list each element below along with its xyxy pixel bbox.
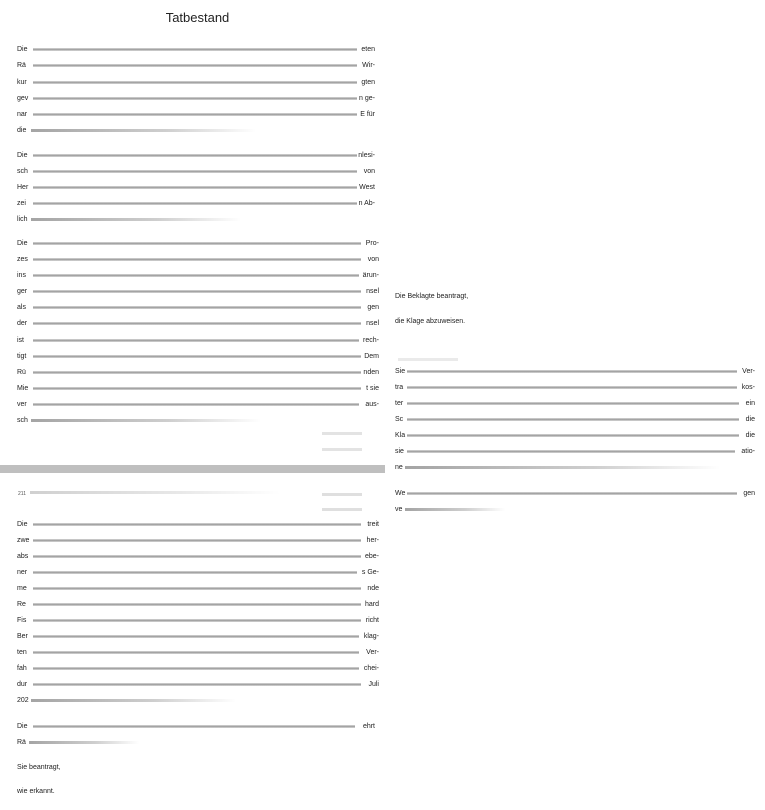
text-line: Sc die: [395, 416, 755, 423]
text-line: abs ebe-: [17, 553, 379, 560]
scan-mark: [322, 448, 362, 451]
text-line: Die treit: [17, 521, 379, 528]
text-line: der nsel: [17, 320, 379, 327]
text-line: 202: [17, 695, 379, 706]
text-line: Die eten: [17, 46, 375, 53]
text-line: lich: [17, 214, 375, 225]
text-line: me nde: [17, 585, 379, 592]
page-number: 211: [18, 491, 26, 497]
text-line: ter ein: [395, 400, 755, 407]
text-line: sch: [17, 415, 379, 426]
motion-text: die Klage abzuweisen.: [395, 318, 466, 325]
document-title: Tatbestand: [165, 10, 230, 25]
text-line: als gen: [17, 304, 379, 311]
text-line: tigt Dem: [17, 353, 379, 360]
text-line: ne: [395, 462, 755, 473]
text-line: ist rech-: [17, 337, 379, 344]
text-line: Ber klag-: [17, 633, 379, 640]
motion-text: Sie beantragt,: [17, 764, 61, 771]
text-line: nar E für: [17, 111, 375, 118]
text-line: Kla die: [395, 432, 755, 439]
text-line: ins ärun-: [17, 272, 379, 279]
scan-mark: [322, 432, 362, 435]
text-line: zes von: [17, 256, 379, 263]
page-separator: [0, 465, 385, 473]
text-line: Rä: [17, 737, 375, 748]
scan-mark: [398, 358, 458, 361]
text-line: Her West: [17, 184, 375, 191]
text-line: die: [17, 125, 375, 136]
text-line: Rä Wir-: [17, 62, 375, 69]
text-line: Mie t sie: [17, 385, 379, 392]
text-line: kur gten: [17, 79, 375, 86]
text-line: Die ehrt: [17, 723, 375, 730]
text-line: Re hard: [17, 601, 379, 608]
text-line: Die nlesi-: [17, 152, 375, 159]
motion-text: wie erkannt.: [17, 788, 55, 795]
text-line: tra kos-: [395, 384, 755, 391]
text-line: Rü nden: [17, 369, 379, 376]
text-line: ver aus-: [17, 401, 379, 408]
text-line: ner s Ge-: [17, 569, 379, 576]
text-line: We gen: [395, 490, 755, 497]
text-line: sie atio-: [395, 448, 755, 455]
text-line: fah chei-: [17, 665, 379, 672]
motion-text: Die Beklagte beantragt,: [395, 293, 469, 300]
text-line: dur Juli: [17, 681, 379, 688]
scan-mark: [322, 493, 362, 496]
text-line: Die Pro-: [17, 240, 379, 247]
header-mark: [30, 491, 280, 494]
scan-mark: [322, 508, 362, 511]
text-line: gev n ge-: [17, 95, 375, 102]
text-line: zei n Ab-: [17, 200, 375, 207]
text-line: ten Ver-: [17, 649, 379, 656]
text-line: sch von: [17, 168, 375, 175]
text-line: Fis richt: [17, 617, 379, 624]
text-line: ve: [395, 504, 755, 515]
text-line: zwe her-: [17, 537, 379, 544]
text-line: Sie Ver-: [395, 368, 755, 375]
text-line: ger nsel: [17, 288, 379, 295]
